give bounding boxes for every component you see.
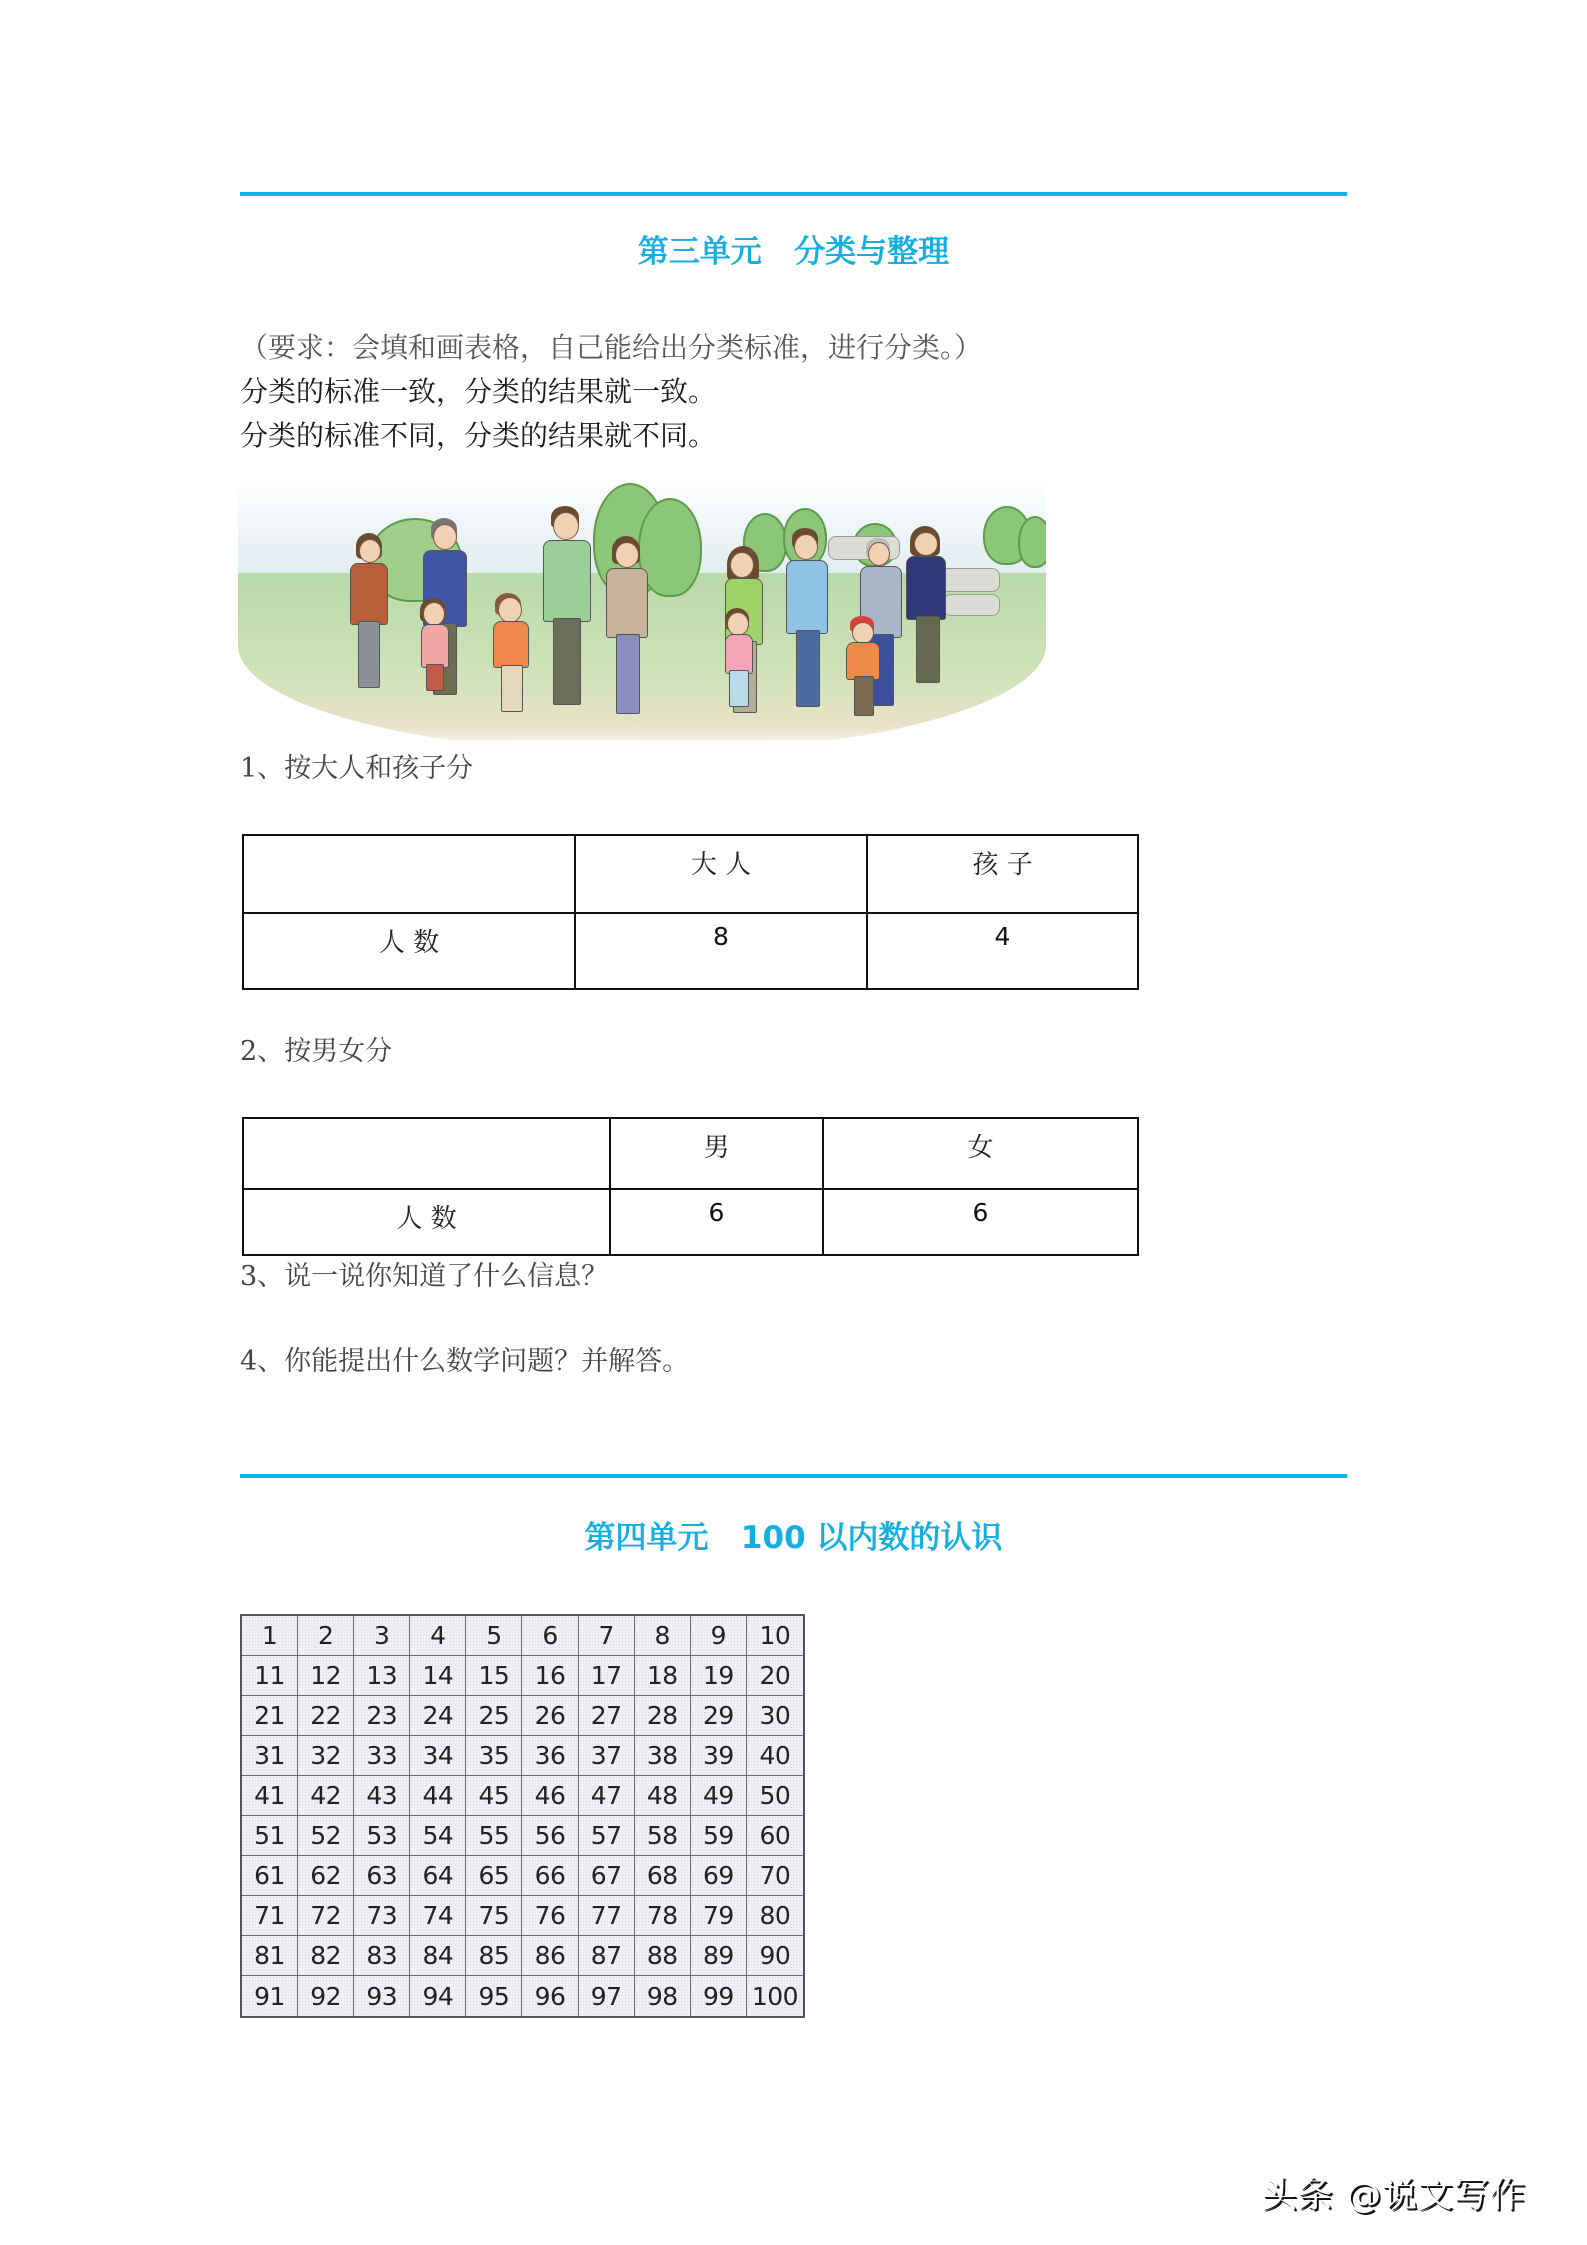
hundred-chart-cell: 16 [522, 1656, 578, 1696]
table-header-empty [243, 1118, 610, 1189]
hundred-chart-cell: 2 [298, 1616, 354, 1656]
hundred-chart-cell: 46 [522, 1776, 578, 1816]
hundred-chart-cell: 17 [579, 1656, 635, 1696]
hundred-chart-cell: 51 [242, 1816, 298, 1856]
hundred-chart-cell: 96 [522, 1976, 578, 2016]
hundred-chart-cell: 37 [579, 1736, 635, 1776]
hundred-chart-cell: 75 [466, 1896, 522, 1936]
table-header-children: 孩 子 [867, 835, 1138, 913]
hundred-chart-cell: 22 [298, 1696, 354, 1736]
hundred-chart-cell: 59 [691, 1816, 747, 1856]
hundred-chart-cell: 41 [242, 1776, 298, 1816]
hundred-chart-cell: 76 [522, 1896, 578, 1936]
hundred-chart-cell: 4 [410, 1616, 466, 1656]
hundred-chart-cell: 29 [691, 1696, 747, 1736]
hundred-chart-cell: 70 [747, 1856, 803, 1896]
question-4-label: 4、你能提出什么数学问题？并解答。 [240, 1346, 690, 1377]
hundred-chart-cell: 44 [410, 1776, 466, 1816]
hundred-chart-cell: 33 [354, 1736, 410, 1776]
hundred-chart-cell: 80 [747, 1896, 803, 1936]
hundred-chart-cell: 38 [635, 1736, 691, 1776]
hundred-chart-cell: 68 [635, 1856, 691, 1896]
hundred-chart-cell: 27 [579, 1696, 635, 1736]
table-header-empty [243, 835, 575, 913]
hundred-chart-cell: 91 [242, 1976, 298, 2016]
hundred-chart-cell: 100 [747, 1976, 803, 2016]
hundred-chart-cell: 13 [354, 1656, 410, 1696]
hundred-chart-cell: 24 [410, 1696, 466, 1736]
hundred-chart-cell: 7 [579, 1616, 635, 1656]
hundred-chart-cell: 18 [635, 1656, 691, 1696]
hundred-chart-cell: 54 [410, 1816, 466, 1856]
question-1-label: 1、按大人和孩子分 [240, 753, 474, 784]
hundred-chart-cell: 53 [354, 1816, 410, 1856]
hundred-chart-cell: 49 [691, 1776, 747, 1816]
hundred-chart-cell: 1 [242, 1616, 298, 1656]
hundred-chart-cell: 36 [522, 1736, 578, 1776]
hundred-chart-cell: 50 [747, 1776, 803, 1816]
hundred-chart-cell: 77 [579, 1896, 635, 1936]
unit3-title: 第三单元 分类与整理 [637, 234, 950, 270]
hundred-chart-cell: 74 [410, 1896, 466, 1936]
hundred-chart-cell: 83 [354, 1936, 410, 1976]
table-header-male: 男 [610, 1118, 823, 1189]
hundred-chart-cell: 94 [410, 1976, 466, 2016]
hundred-chart-cell: 79 [691, 1896, 747, 1936]
question-2-label: 2、按男女分 [240, 1036, 393, 1067]
hundred-chart-cell: 97 [579, 1976, 635, 2016]
hundred-chart-cell: 20 [747, 1656, 803, 1696]
hundred-chart-cell: 95 [466, 1976, 522, 2016]
rule-text-1: 分类的标准一致，分类的结果就一致。 [240, 375, 717, 408]
hundred-chart-cell: 64 [410, 1856, 466, 1896]
hundred-chart-cell: 21 [242, 1696, 298, 1736]
hundred-chart-cell: 65 [466, 1856, 522, 1896]
hundred-chart-cell: 92 [298, 1976, 354, 2016]
hundred-chart-cell: 6 [522, 1616, 578, 1656]
hundred-chart-cell: 40 [747, 1736, 803, 1776]
hundred-chart-cell: 23 [354, 1696, 410, 1736]
hundred-chart-cell: 47 [579, 1776, 635, 1816]
hundred-chart-cell: 58 [635, 1816, 691, 1856]
watermark: 头条 @说文写作 [1262, 2176, 1527, 2216]
hundred-chart-cell: 99 [691, 1976, 747, 2016]
table-cell-male-count: 6 [610, 1189, 823, 1255]
hundred-chart-cell: 88 [635, 1936, 691, 1976]
hundred-chart-cell: 93 [354, 1976, 410, 2016]
table-adults-children [242, 834, 1139, 990]
table-row-label: 人 数 [243, 1189, 610, 1255]
hundred-chart-cell: 3 [354, 1616, 410, 1656]
section-divider-unit4 [240, 1474, 1347, 1478]
hundred-chart-cell: 42 [298, 1776, 354, 1816]
hundred-chart-cell: 66 [522, 1856, 578, 1896]
hundred-chart-cell: 52 [298, 1816, 354, 1856]
hundred-chart-cell: 62 [298, 1856, 354, 1896]
hundred-chart-cell: 90 [747, 1936, 803, 1976]
hundred-chart [240, 1614, 805, 2018]
hundred-chart-cell: 35 [466, 1736, 522, 1776]
hundred-chart-cell: 19 [691, 1656, 747, 1696]
hundred-chart-cell: 69 [691, 1856, 747, 1896]
hundred-chart-cell: 9 [691, 1616, 747, 1656]
hundred-chart-cell: 81 [242, 1936, 298, 1976]
question-3-label: 3、说一说你知道了什么信息？ [240, 1261, 609, 1292]
hundred-chart-cell: 98 [635, 1976, 691, 2016]
section-divider-unit3 [240, 192, 1347, 196]
hundred-chart-cell: 25 [466, 1696, 522, 1736]
hundred-chart-cell: 8 [635, 1616, 691, 1656]
hundred-chart-cell: 12 [298, 1656, 354, 1696]
hundred-chart-cell: 61 [242, 1856, 298, 1896]
hundred-chart-cell: 48 [635, 1776, 691, 1816]
hundred-chart-cell: 32 [298, 1736, 354, 1776]
hundred-chart-cell: 26 [522, 1696, 578, 1736]
hundred-chart-cell: 45 [466, 1776, 522, 1816]
hundred-chart-cell: 87 [579, 1936, 635, 1976]
hundred-chart-cell: 85 [466, 1936, 522, 1976]
illustration-families-walking [238, 478, 1046, 740]
hundred-chart-cell: 34 [410, 1736, 466, 1776]
hundred-chart-cell: 31 [242, 1736, 298, 1776]
hundred-chart-cell: 10 [747, 1616, 803, 1656]
hundred-chart-cell: 86 [522, 1936, 578, 1976]
hundred-chart-cell: 67 [579, 1856, 635, 1896]
hundred-chart-cell: 56 [522, 1816, 578, 1856]
hundred-chart-cell: 89 [691, 1936, 747, 1976]
rule-text-2: 分类的标准不同，分类的结果就不同。 [240, 419, 717, 452]
requirement-text: （要求：会填和画表格，自己能给出分类标准，进行分类。） [240, 331, 983, 364]
hundred-chart-cell: 39 [691, 1736, 747, 1776]
table-row-label: 人 数 [243, 913, 575, 989]
hundred-chart-cell: 15 [466, 1656, 522, 1696]
hundred-chart-cell: 55 [466, 1816, 522, 1856]
hundred-chart-cell: 11 [242, 1656, 298, 1696]
hundred-chart-cell: 72 [298, 1896, 354, 1936]
hundred-chart-cell: 43 [354, 1776, 410, 1816]
table-cell-adults-count: 8 [575, 913, 867, 989]
hundred-chart-cell: 57 [579, 1816, 635, 1856]
hundred-chart-cell: 73 [354, 1896, 410, 1936]
hundred-chart-cell: 28 [635, 1696, 691, 1736]
hundred-chart-cell: 63 [354, 1856, 410, 1896]
hundred-chart-cell: 30 [747, 1696, 803, 1736]
table-boys-girls [242, 1117, 1139, 1256]
unit4-title: 第四单元 100 以内数的认识 [584, 1520, 1003, 1556]
hundred-chart-cell: 78 [635, 1896, 691, 1936]
hundred-chart-cell: 5 [466, 1616, 522, 1656]
hundred-chart-cell: 14 [410, 1656, 466, 1696]
table-header-female: 女 [823, 1118, 1138, 1189]
hundred-chart-cell: 60 [747, 1816, 803, 1856]
table-header-adults: 大 人 [575, 835, 867, 913]
hundred-chart-cell: 71 [242, 1896, 298, 1936]
hundred-chart-cell: 84 [410, 1936, 466, 1976]
table-cell-children-count: 4 [867, 913, 1138, 989]
hundred-chart-cell: 82 [298, 1936, 354, 1976]
table-cell-female-count: 6 [823, 1189, 1138, 1255]
